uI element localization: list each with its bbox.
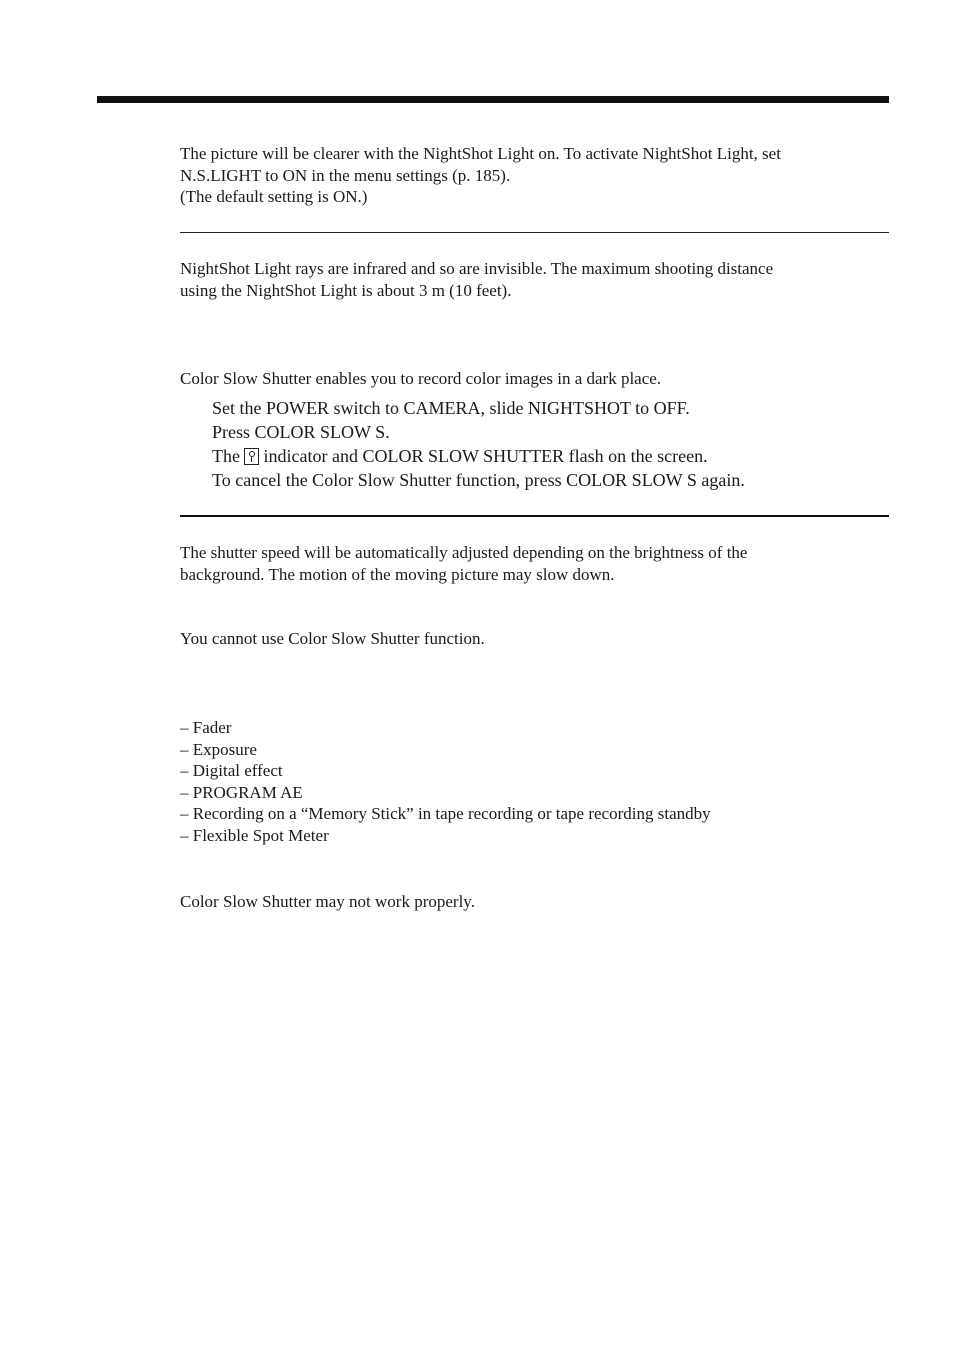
- color-slow-shutter-intro: Color Slow Shutter enables you to record color images in a dark place.: [180, 369, 662, 388]
- nightshot-light-rays-note: NightShot Light rays are infrared and so are invisible. The maximum shooting distance using the NightShot Light is about 3 m (10 feet).: [180, 259, 774, 300]
- list-item: – Exposure: [180, 739, 257, 759]
- shutter-speed-note: The shutter speed will be automatically adjusted depending on the brightness of the background. The motion of the moving picture may slow down.: [180, 543, 748, 584]
- cannot-use-note: You cannot use Color Slow Shutter function.: [180, 629, 485, 648]
- step-3: [212, 444, 892, 468]
- step-1: Set the POWER switch to CAMERA, slide NIGHTSHOT to OFF.: [212, 398, 690, 418]
- step-3-text: indicator and COLOR SLOW SHUTTER flash on the screen.: [263, 446, 708, 466]
- notes-divider: [180, 515, 889, 517]
- list-item: – Recording on a “Memory Stick” in tape recording or tape recording standby: [180, 804, 711, 823]
- nightshot-light-note: The picture will be clearer with the NightShot Light on. To activate NightShot Light, set N.S.LIGHT to ON in the menu settings (p. 185). (The default setting is ON.): [180, 144, 781, 207]
- may-not-work-note: Color Slow Shutter may not work properly.: [180, 892, 475, 911]
- list-item: – PROGRAM AE: [180, 782, 303, 802]
- header-rule: [97, 96, 889, 103]
- step-2: Press COLOR SLOW S.: [212, 422, 390, 442]
- list-item: – Digital effect: [180, 761, 283, 780]
- function-list: [180, 717, 711, 846]
- section-divider: [180, 232, 889, 233]
- color-slow-shutter-icon: [244, 448, 259, 465]
- list-item: – Fader: [180, 718, 232, 737]
- step-4: To cancel the Color Slow Shutter function, press COLOR SLOW S again.: [212, 470, 745, 490]
- step-3-prefix: The: [212, 446, 240, 466]
- list-item: – Flexible Spot Meter: [180, 825, 329, 845]
